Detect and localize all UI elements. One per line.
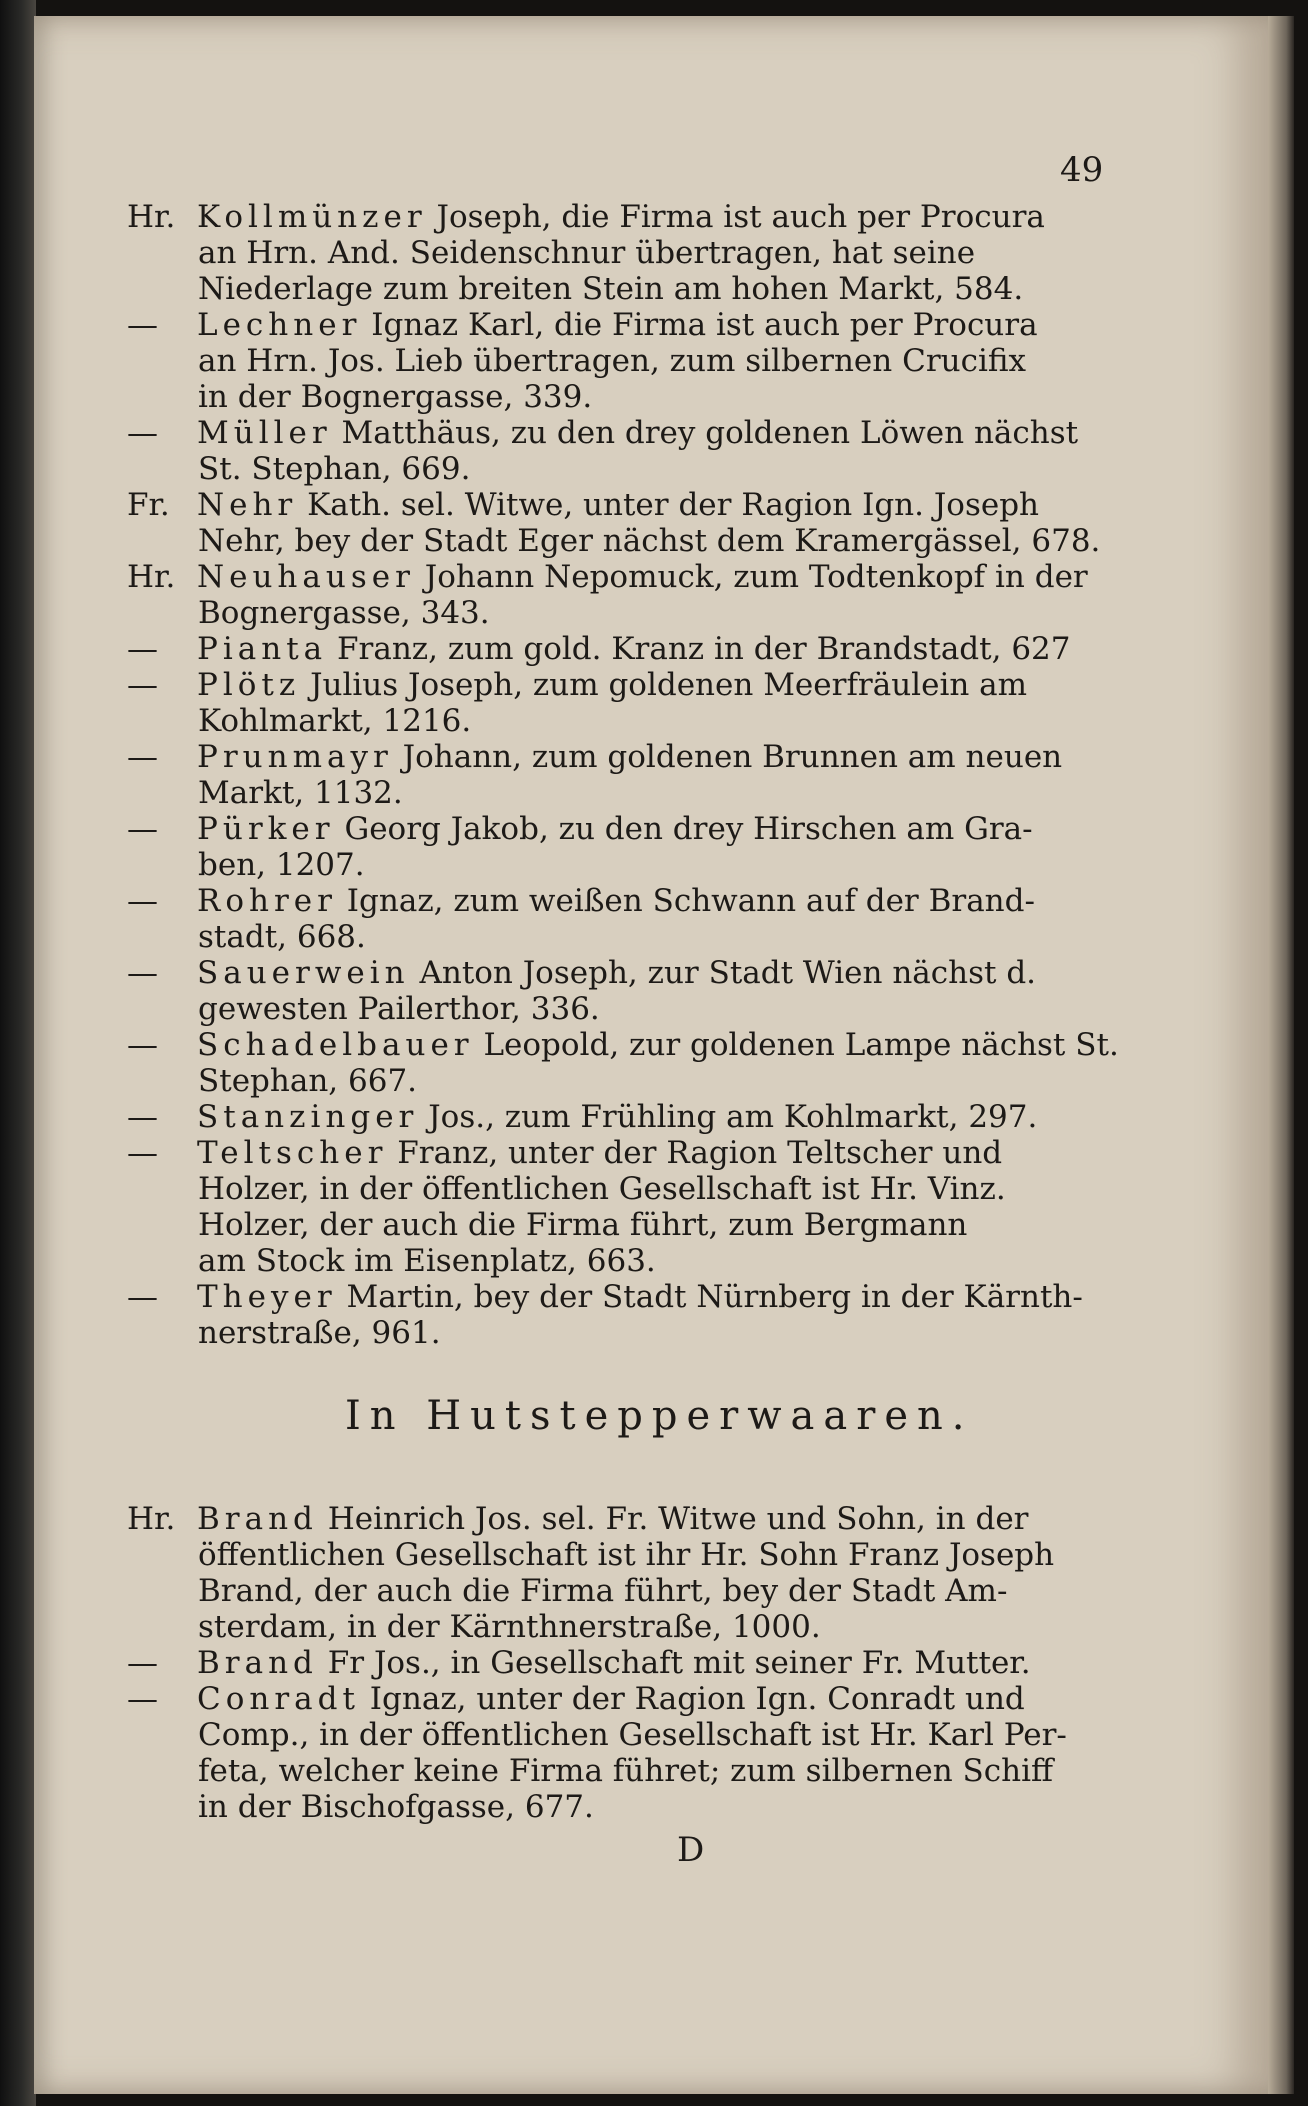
entry-text: Niederlage zum breiten Stein am hohen Markt, 584. (198, 271, 1024, 307)
entry-text: an Hrn. And. Seidenschnur übertragen, hat seine (198, 235, 976, 271)
text-line (127, 1644, 1031, 1682)
entry-name: Pürker (197, 811, 335, 847)
entry-text: Ignaz, zum weißen Schwann auf der Brand- (336, 883, 1035, 919)
entry-prefix: — (127, 739, 158, 775)
text-line (127, 810, 1033, 848)
entry-name: Pianta (197, 631, 328, 667)
entry-prefix: — (127, 1099, 158, 1135)
entry-prefix: — (127, 811, 158, 847)
text-line (127, 738, 1062, 776)
text-line (198, 270, 1023, 308)
text-line (198, 1752, 1053, 1790)
entry-text: Georg Jakob, zu den drey Hirschen am Gra- (334, 811, 1033, 847)
text-line (127, 630, 1071, 668)
text-line (127, 486, 1039, 524)
entry-text: Brand, der auch die Firma führt, bey der Stadt Am- (198, 1573, 1008, 1609)
entry-prefix: — (127, 1135, 158, 1171)
entry-name: Conradt (197, 1681, 360, 1717)
text-line (198, 1536, 1054, 1574)
entry-text: öffentlichen Gesellschaft ist ihr Hr. Sohn Franz Joseph (198, 1537, 1055, 1573)
entry-prefix: — (127, 307, 158, 343)
entry-prefix: — (127, 415, 158, 451)
entry-text: Jos., zum Frühling am Kohlmarkt, 297. (418, 1099, 1038, 1135)
entry-text: Kath. sel. Witwe, unter der Ragion Ign. Joseph (297, 487, 1040, 523)
text-line (198, 1206, 967, 1244)
text-line (198, 918, 366, 956)
entry-prefix: Fr. (127, 487, 170, 523)
entry-text: Holzer, der auch die Firma führt, zum Bergmann (198, 1207, 968, 1243)
entry-text: Fr Jos., in Gesellschaft mit seiner Fr. Mutter. (317, 1645, 1031, 1681)
entry-text: in der Bognergasse, 339. (198, 379, 593, 415)
text-line (127, 1098, 1037, 1136)
text-line (198, 450, 470, 488)
entry-text: Comp., in der öffentlichen Gesellschaft ist Hr. Karl Per- (198, 1717, 1067, 1753)
text-line (127, 414, 1078, 452)
entry-text: gewesten Pailerthor, 336. (198, 991, 600, 1027)
entry-prefix: — (127, 667, 158, 703)
text-line (127, 558, 1088, 596)
text-line (198, 1314, 441, 1352)
entry-text: Markt, 1132. (198, 775, 403, 811)
entry-prefix: Hr. (127, 199, 176, 235)
entry-text: feta, welcher keine Firma führet; zum silbernen Schiff (198, 1753, 1054, 1789)
text-line (198, 1572, 1007, 1610)
text-line (198, 1242, 656, 1280)
entry-text: Ignaz Karl, die Firma ist auch per Procura (361, 307, 1038, 343)
text-line (198, 342, 1026, 380)
entry-name: Brand (197, 1501, 318, 1537)
entry-name: Brand (197, 1645, 318, 1681)
entry-text: Heinrich Jos. sel. Fr. Witwe und Sohn, in der (317, 1501, 1029, 1537)
text-line (127, 666, 1027, 704)
entry-text: stadt, 668. (198, 919, 366, 955)
text-line (198, 1716, 1067, 1754)
entry-text: Leopold, zur goldenen Lampe nächst St. (473, 1027, 1119, 1063)
entry-prefix: Hr. (127, 1501, 176, 1537)
entry-name: Rohrer (197, 883, 337, 919)
text-line (127, 1278, 1083, 1316)
entry-text: Ignaz, unter der Ragion Ign. Conradt und (359, 1681, 1025, 1717)
entry-prefix: — (127, 631, 158, 667)
text-line (198, 522, 1100, 560)
entry-name: Stanzinger (197, 1099, 419, 1135)
text-line (127, 1026, 1119, 1064)
entry-text: Franz, unter der Ragion Teltscher und (387, 1135, 1003, 1171)
catchword: D (677, 1830, 705, 1870)
entry-prefix: Hr. (127, 559, 176, 595)
text-line (198, 990, 600, 1028)
entry-prefix: — (127, 1645, 158, 1681)
entry-name: Theyer (197, 1279, 337, 1315)
entry-text: sterdam, in der Kärnthnerstraße, 1000. (198, 1609, 821, 1645)
text-line (198, 1062, 417, 1100)
entry-name: Sauerwein (197, 955, 410, 991)
entry-name: Nehr (197, 487, 298, 523)
page-number: 49 (1060, 150, 1104, 190)
entry-name: Schadelbauer (197, 1027, 474, 1063)
text-line (198, 774, 403, 812)
entry-text: Kohlmarkt, 1216. (198, 703, 472, 739)
entry-name: Lechner (197, 307, 362, 343)
text-line (127, 198, 1045, 236)
text-line (198, 594, 490, 632)
text-line (127, 1680, 1025, 1718)
entry-prefix: — (127, 1681, 158, 1717)
entry-text: ben, 1207. (198, 847, 365, 883)
text-line (127, 954, 1036, 992)
text-line (198, 1608, 821, 1646)
entry-text: Anton Joseph, zur Stadt Wien nächst d. (409, 955, 1037, 991)
entry-text: Johann, zum goldenen Brunnen am neuen (392, 739, 1063, 775)
entry-text: Julius Joseph, zum goldenen Meerfräulein am (300, 667, 1028, 703)
entry-name: Plötz (197, 667, 301, 703)
text-line (198, 1170, 1006, 1208)
entry-text: Joseph, die Firma ist auch per Procura (426, 199, 1045, 235)
text-line (198, 702, 471, 740)
entry-text: an Hrn. Jos. Lieb übertragen, zum silbernen Crucifix (198, 343, 1027, 379)
entry-prefix: — (127, 955, 158, 991)
entry-text: Bognergasse, 343. (198, 595, 490, 631)
entry-name: Teltscher (197, 1135, 388, 1171)
text-line (198, 1788, 594, 1826)
entry-prefix: — (127, 1279, 158, 1315)
text-line (127, 1500, 1028, 1538)
text-line (198, 846, 365, 884)
text-line (127, 306, 1038, 344)
entry-text: nerstraße, 961. (198, 1315, 441, 1351)
text-line (127, 1134, 1002, 1172)
entry-text: St. Stephan, 669. (198, 451, 471, 487)
entry-name: Müller (197, 415, 332, 451)
entry-prefix: — (127, 1027, 158, 1063)
section-heading: In Hutstepperwaaren. (345, 1393, 974, 1439)
text-line (198, 378, 592, 416)
entry-text: Martin, bey der Stadt Nürnberg in der Kärnth- (336, 1279, 1083, 1315)
entry-text: in der Bischofgasse, 677. (198, 1789, 594, 1825)
entry-text: Nehr, bey der Stadt Eger nächst dem Kramergässel, 678. (198, 523, 1101, 559)
text-line (198, 234, 975, 272)
entry-text: Johann Nepomuck, zum Todtenkopf in der (414, 559, 1088, 595)
text-line (127, 882, 1035, 920)
entry-text: Matthäus, zu den drey goldenen Löwen nächst (331, 415, 1079, 451)
entry-text: Franz, zum gold. Kranz in der Brandstadt, 627 (327, 631, 1071, 667)
entry-text: am Stock im Eisenplatz, 663. (198, 1243, 656, 1279)
entry-text: Stephan, 667. (198, 1063, 418, 1099)
entry-prefix: — (127, 883, 158, 919)
entry-name: Neuhauser (197, 559, 415, 595)
entry-name: Kollmünzer (197, 199, 427, 235)
entry-text: Holzer, in der öffentlichen Gesellschaft ist Hr. Vinz. (198, 1171, 1006, 1207)
entry-name: Prunmayr (197, 739, 393, 775)
